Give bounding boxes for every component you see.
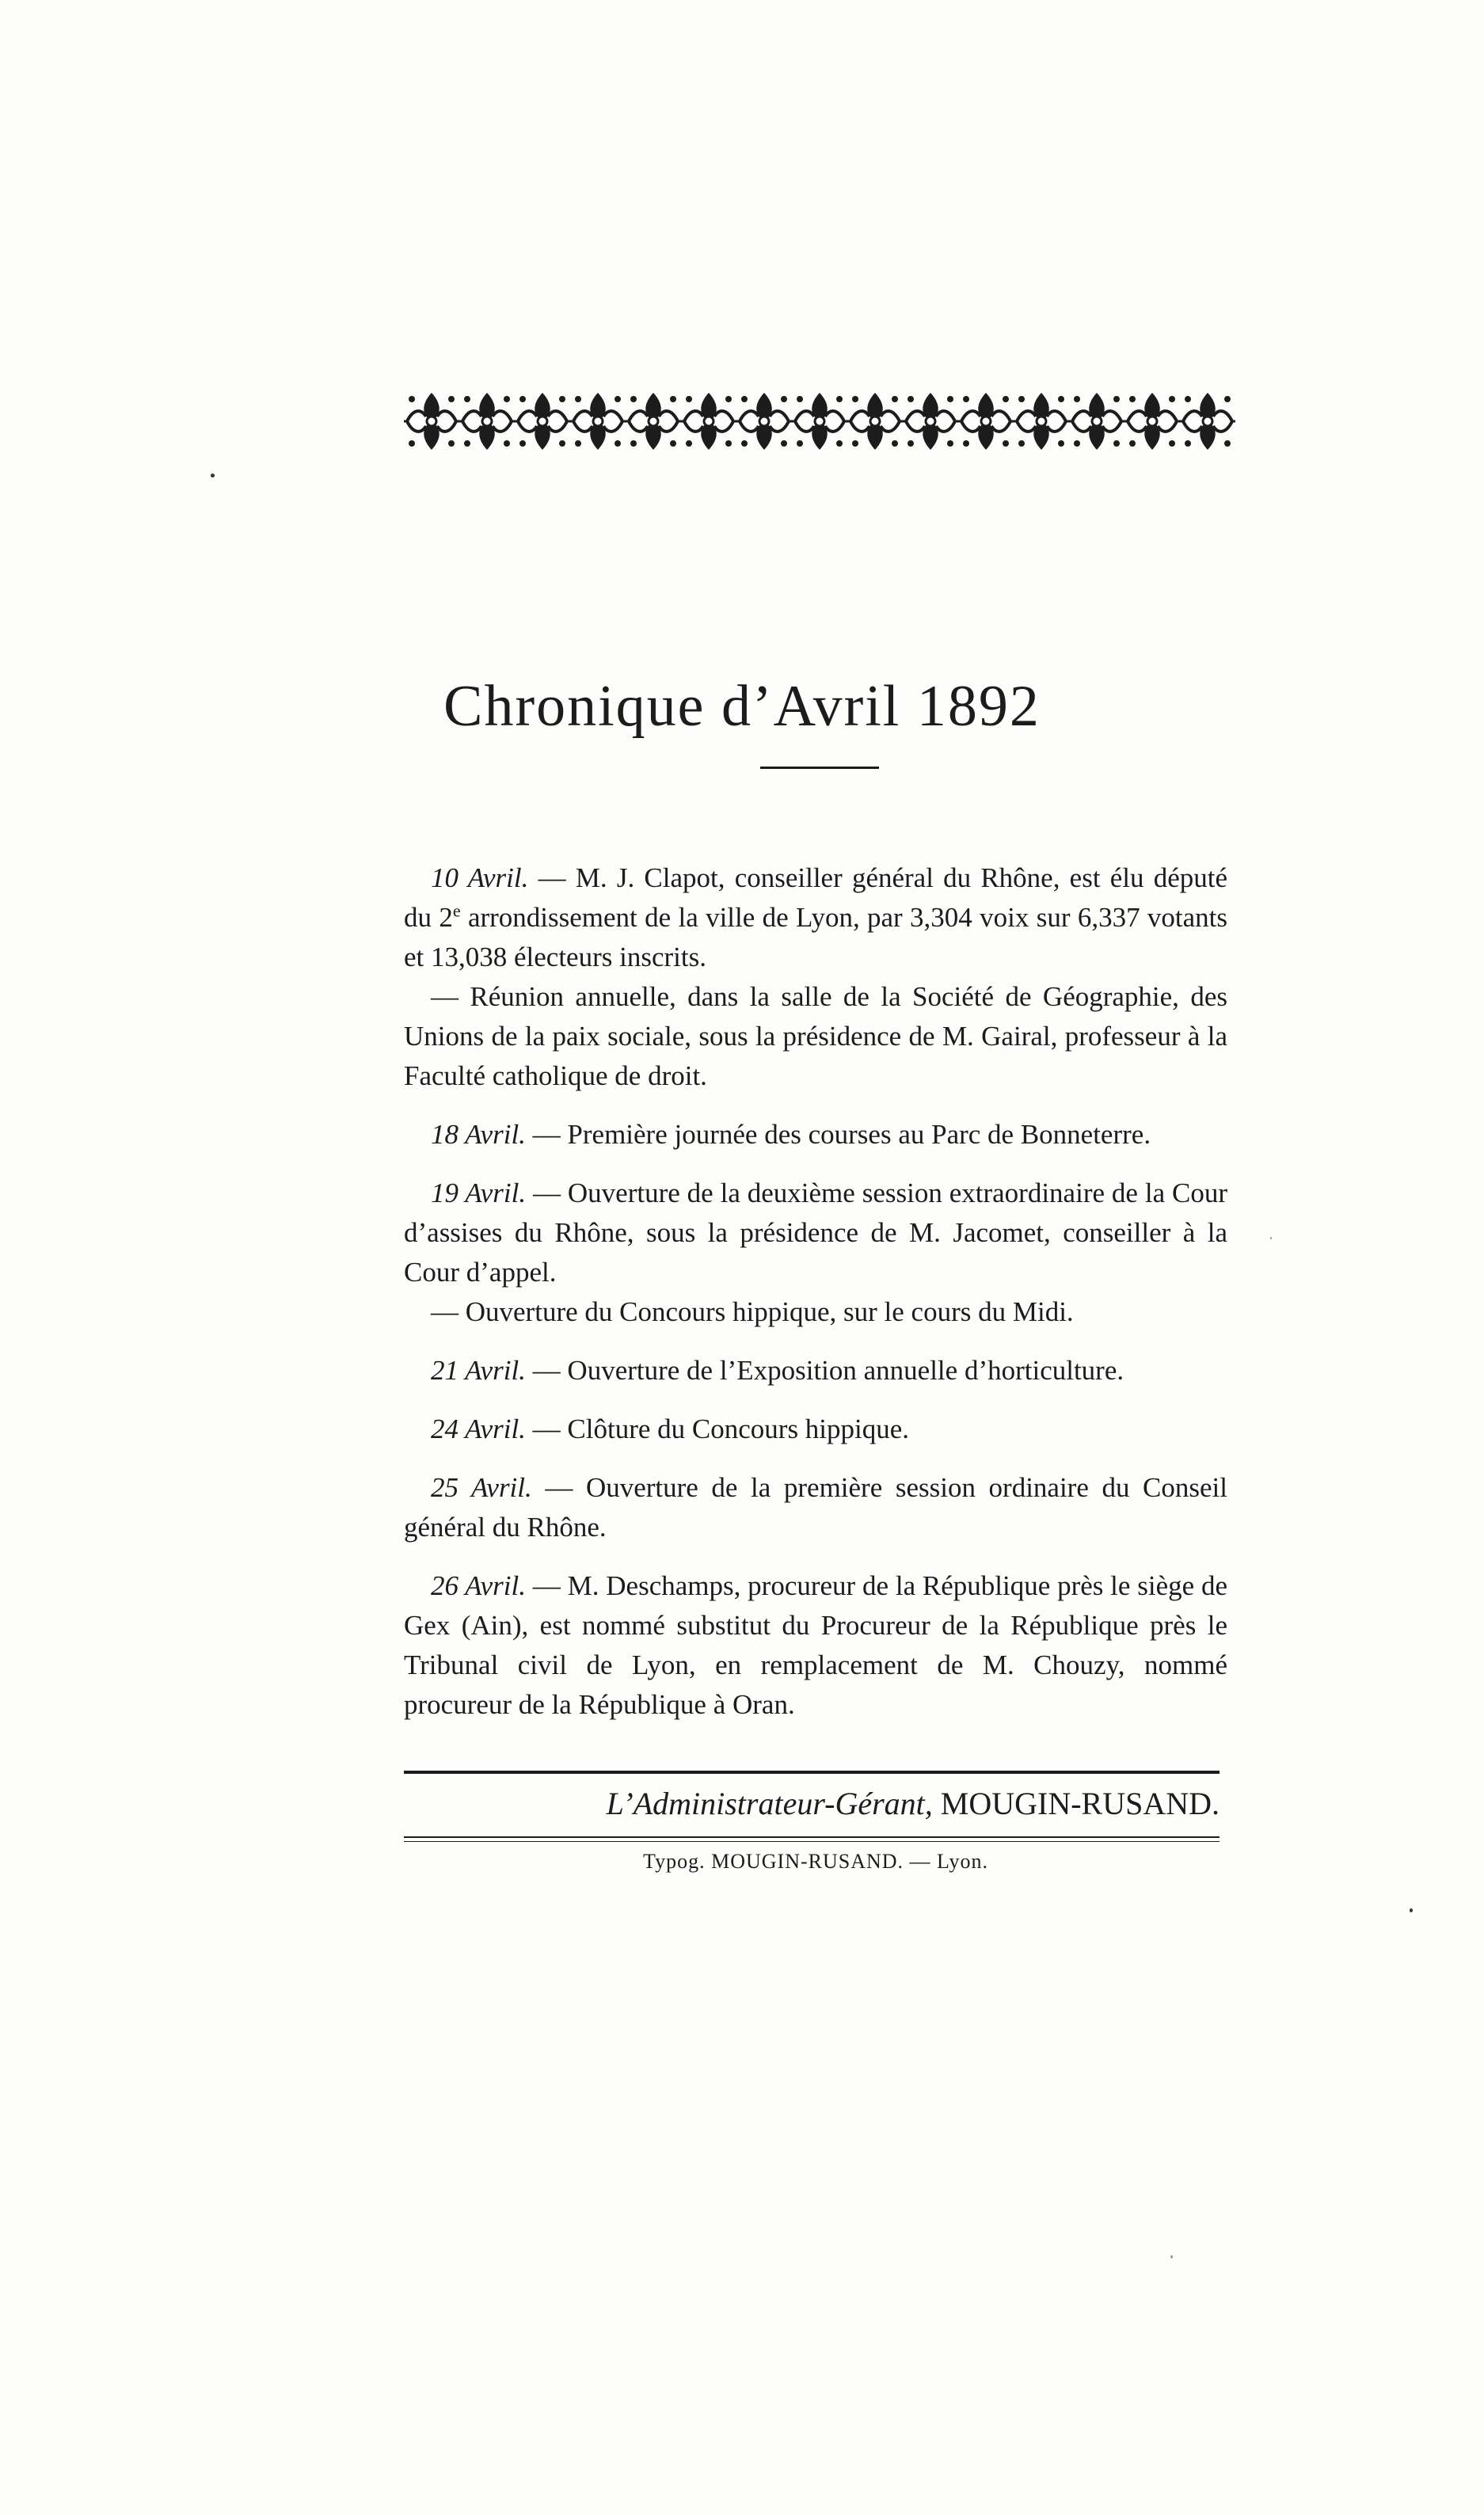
chronicle-entry bbox=[404, 1174, 1227, 1332]
chronicle-entry bbox=[404, 1115, 1227, 1155]
entry-date: 25 Avril. bbox=[431, 1472, 532, 1503]
entry-paragraph bbox=[404, 858, 1227, 977]
chronicle-entry bbox=[404, 1468, 1227, 1547]
entry-date: 24 Avril. bbox=[431, 1413, 526, 1444]
paper-speck bbox=[1410, 1908, 1413, 1912]
entry-date: 18 Avril. bbox=[431, 1119, 526, 1150]
entry-date: 21 Avril. bbox=[431, 1355, 526, 1386]
chronicle-entry bbox=[404, 1566, 1227, 1725]
paper-speck bbox=[211, 474, 215, 478]
entry-text: — Ouverture de la première session ordinaire du Conseil général du Rhône. bbox=[404, 1472, 1228, 1543]
entry-text: — Réunion annuelle, dans la salle de la Société de Géographie, des Unions de la paix sociale, sous la présidence de M. Gairal, professeur à la Faculté catholique de droit. bbox=[404, 981, 1227, 1091]
printer-imprint: Typog. MOUGIN-RUSAND. — Lyon. bbox=[643, 1850, 988, 1873]
paper-speck bbox=[1170, 2255, 1173, 2258]
entry-text: — Clôture du Concours hippique. bbox=[525, 1413, 910, 1444]
entry-date: 26 Avril. bbox=[431, 1570, 526, 1601]
entry-paragraph bbox=[404, 1292, 1227, 1332]
entry-text: — Ouverture de la deuxième session extraordinaire de la Cour d’assises du Rhône, sous la présidence de M. Jacomet, conseiller à la Cour d’appel. bbox=[404, 1178, 1228, 1288]
entry-paragraph bbox=[404, 1174, 1227, 1292]
chronicle-entry bbox=[404, 1351, 1227, 1391]
chronicle-entry bbox=[404, 858, 1227, 1096]
signature-name: MOUGIN-RUSAND. bbox=[932, 1786, 1220, 1821]
entry-paragraph bbox=[404, 1115, 1227, 1155]
signature-line bbox=[404, 1782, 1220, 1826]
signature-role: L’Administrateur-Gérant, bbox=[606, 1786, 933, 1821]
entry-text: arrondissement de la ville de Lyon, par 3,304 voix sur 6,337 votants et 13,038 électeurs inscrits. bbox=[404, 902, 1228, 972]
page-title: Chronique d’Avril 1892 bbox=[443, 673, 1041, 739]
entry-date: 19 Avril. bbox=[431, 1178, 527, 1208]
entry-text: — M. J. Clapot, conseiller général du Rhône, est élu député du 2 bbox=[404, 862, 1227, 933]
signature-top-rule bbox=[404, 1771, 1220, 1774]
ornamental-border-icon bbox=[404, 388, 1235, 455]
entry-paragraph bbox=[404, 1410, 1227, 1449]
entry-text: — Ouverture de l’Exposition annuelle d’horticulture. bbox=[525, 1355, 1124, 1386]
title-divider bbox=[760, 767, 879, 769]
paper-speck bbox=[1270, 1237, 1272, 1239]
entry-paragraph bbox=[404, 1468, 1227, 1547]
chronicle-entry bbox=[404, 1410, 1227, 1449]
entry-superscript: e bbox=[452, 900, 461, 921]
entry-text: — M. Deschamps, procureur de la République près le siège de Gex (Ain), est nommé substitut du Procureur de la République près le Tribunal civil de Lyon, en remplacement de M. Chouzy, nommé procureur de la République à Oran. bbox=[404, 1570, 1227, 1720]
signature-bottom-rule bbox=[404, 1836, 1220, 1838]
entry-date: 10 Avril. bbox=[431, 862, 529, 893]
entry-text: — Première journée des courses au Parc de Bonneterre. bbox=[525, 1119, 1151, 1150]
signature-bottom-rule-thin bbox=[404, 1841, 1220, 1842]
entry-text: — Ouverture du Concours hippique, sur le cours du Midi. bbox=[431, 1296, 1074, 1327]
entry-paragraph bbox=[404, 1566, 1227, 1725]
entry-paragraph bbox=[404, 1351, 1227, 1391]
chronicle-entries bbox=[404, 858, 1227, 1744]
entry-paragraph bbox=[404, 977, 1227, 1096]
